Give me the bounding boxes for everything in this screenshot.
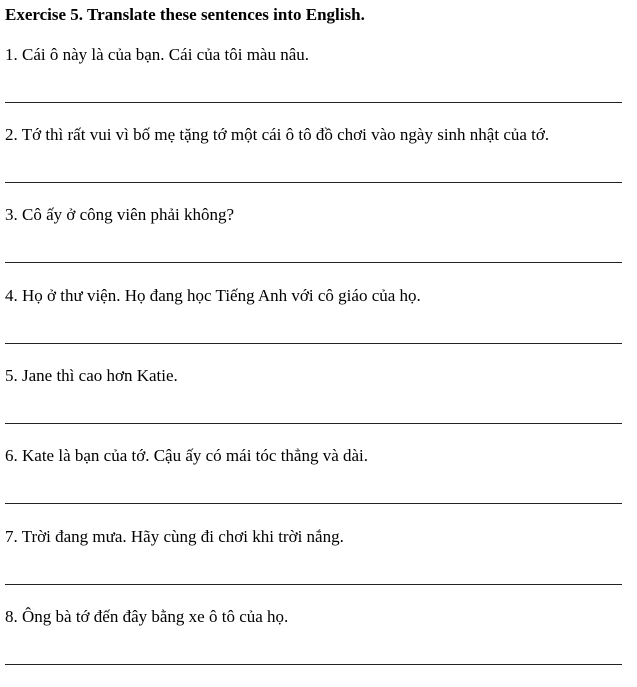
sentence-text: 3. Cô ấy ở công viên phải không? (5, 205, 235, 224)
sentence-text: 8. Ông bà tớ đến đây bằng xe ô tô của họ. (5, 607, 289, 626)
answer-line (5, 262, 622, 263)
exercise-item (0, 45, 637, 125)
exercise-title: Exercise 5. Translate these sentences into English. (5, 5, 365, 24)
answer-line (5, 584, 622, 585)
sentence-text: 2. Tớ thì rất vui vì bố mẹ tặng tớ một cái ô tô đồ chơi vào ngày sinh nhật của tớ. (5, 125, 550, 144)
answer-line (5, 102, 622, 103)
exercise-item (0, 366, 637, 446)
sentence-text: 4. Họ ở thư viện. Họ đang học Tiếng Anh với cô giáo của họ. (5, 286, 421, 305)
sentence-text: 5. Jane thì cao hơn Katie. (5, 366, 178, 385)
exercise-item (0, 446, 637, 526)
answer-line (5, 503, 622, 504)
answer-line (5, 423, 622, 424)
exercise-item (0, 286, 637, 366)
answer-line (5, 182, 622, 183)
exercise-item (0, 125, 637, 205)
exercise-item (0, 527, 637, 607)
sentence-text: 7. Trời đang mưa. Hãy cùng đi chơi khi trời nắng. (5, 527, 344, 546)
exercise-item (0, 607, 637, 687)
sentence-text: 6. Kate là bạn của tớ. Cậu ấy có mái tóc thẳng và dài. (5, 446, 369, 465)
exercise-item (0, 205, 637, 285)
answer-line (5, 664, 622, 665)
sentence-text: 1. Cái ô này là của bạn. Cái của tôi màu nâu. (5, 45, 310, 64)
answer-line (5, 343, 622, 344)
